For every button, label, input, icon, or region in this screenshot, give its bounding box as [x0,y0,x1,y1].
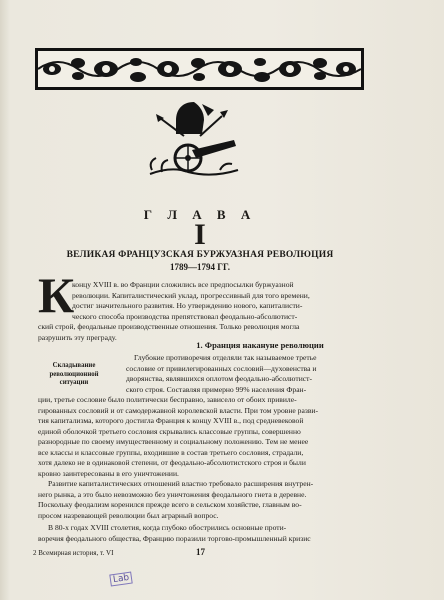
chapter-number: I [194,218,206,251]
paragraph-market [38,479,394,521]
library-stamp: Lab [109,572,133,587]
text-line: просом назревающей революции был аграрный вопрос. [38,510,219,520]
text-line: ции, третье сословие было политически бесправно, зависело от обоих привиле- [38,395,297,404]
text-line: все классы и классовые группы, входившие в состав третьего сословия, страдали, [38,447,304,457]
margin-note-line: ситуации [59,379,89,386]
paragraph-crisis [38,523,394,544]
text-line: ческого способа производства препятствовал феодально-абсолютист- [72,311,298,321]
text-line: Развитие капиталистических отношений властно требовало расширения внутрен- [48,479,314,488]
text-line: единой оболочкой третьего сословия скрывались классовые группы, совершенно [38,426,301,436]
text-line: Глубокие противоречия отделяли так называемое третье [134,353,317,362]
text-line: Поскольку феодализм коренился прежде всего в сельском хозяйстве, главным во- [38,500,302,509]
signature-mark: 2 Всемирная история, т. VI [33,549,114,557]
text-line: гированных сословий и от самодержавной королевской власти. При том уровне разви- [38,405,319,415]
text-line: ский строй, феодальные производственные отношения. Только революция могла [38,322,300,331]
drop-cap: К [38,267,75,323]
margin-note-line: Складывание [52,362,96,369]
page-number: 17 [196,547,205,557]
chapter-years: 1789—1794 ГГ. [170,262,230,272]
text-line: концу XVIII в. во Франции сложились все предпосылки буржуазной [72,280,294,289]
revolution-vignette [142,100,242,185]
text-line: воречия феодального общества, Францию поразили торгово-промышленный кризис [38,533,311,543]
text-line: ского строя. Составляя примерно 99% населения Фран- [126,384,307,394]
text-line: тия капитализма, которого достигла Франция к концу XVIII в., под средневековой [38,416,304,425]
text-line: достиг значительного развития. Но утверждению нового, капиталисти- [72,301,303,310]
text-line: хотя далеко не в одинаковой степени, от феодально-абсолютистского строя и были [38,458,306,467]
paragraph-third-estate [38,353,394,479]
intro-paragraph [38,280,394,343]
text-line: кровно заинтересованы в его уничтожении. [38,468,179,478]
margin-note-line: революционной [49,370,99,378]
text-line: революции. Капиталистический уклад, прогрессивный для того времени, [72,290,310,300]
text-line: дворянства, являвшихся оплотом феодально-абсолютист- [126,374,312,383]
text-line: него рынка, а это было невозможно без уничтожения феодального гнета в деревне. [38,489,307,499]
chapter-title: ВЕЛИКАЯ ФРАНЦУЗСКАЯ БУРЖУАЗНАЯ РЕВОЛЮЦИЯ [66,250,334,260]
section-heading: 1. Франция накануне революции [196,340,324,350]
chapter-label: Г Л А В А [143,207,257,222]
text-line: В 80-х годах XVIII столетия, когда глубоко обострились основные проти- [48,523,287,532]
text-line: разнородные по своему имущественному и социальному положению. Тем не менее [38,437,309,446]
text-line: сословие от привилегированных сословий—духовенства и [126,363,317,373]
ornamental-banner [35,48,364,90]
text-line: разрушить эту преграду. [38,332,117,342]
